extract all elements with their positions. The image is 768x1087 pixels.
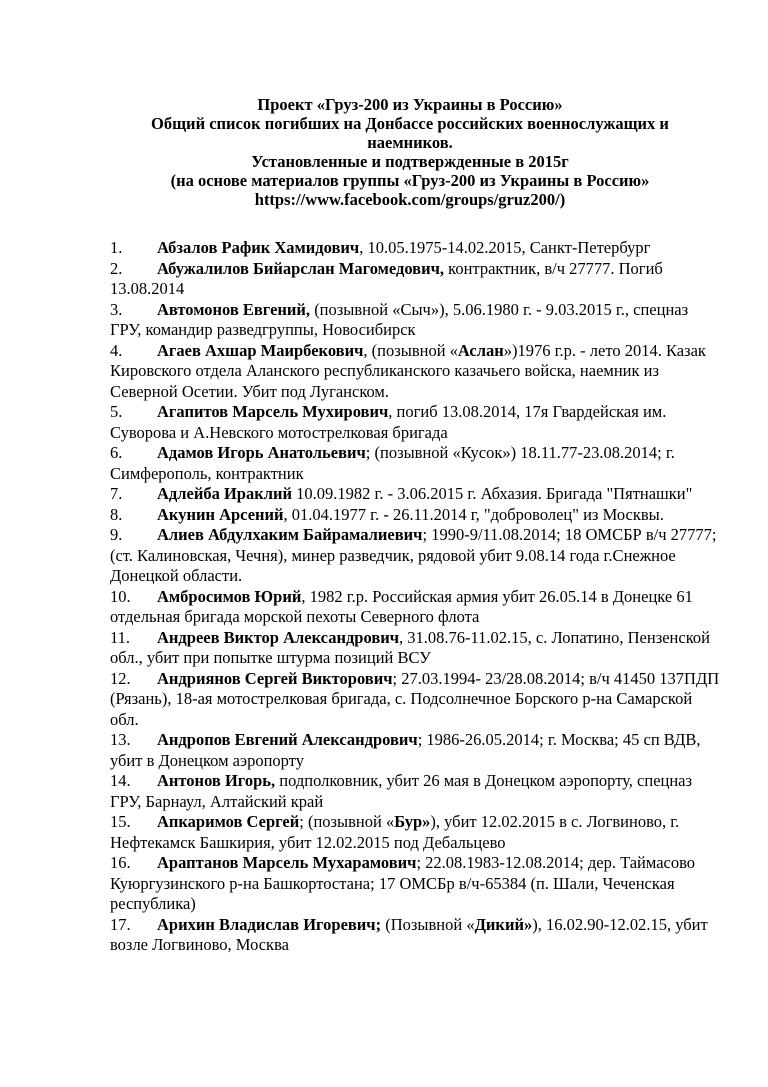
- list-item-details: 10.09.1982 г. - 3.06.2015 г. Абхазия. Бригада "Пятнашки": [292, 484, 693, 503]
- list-item-details: ; 22.08.1983-12.08.2014; дер. Таймасово Куюргузинского р-на Башкортостана; 17 ОМСБр в/ч-65384 (п. Шали, Чеченская республика): [110, 853, 696, 913]
- list-item-number: 6.: [110, 443, 123, 462]
- list-item: [110, 505, 720, 526]
- list-item-number: 7.: [110, 484, 123, 503]
- list-item-details: ), убит 12.02.2015 в с. Логвиново, г. Нефтекамск Башкирия, убит 12.02.2015 под Дебальцево: [110, 812, 680, 852]
- list-item-details: контрактник, в/ч 27777. Погиб 13.08.2014: [110, 258, 663, 298]
- list-item-name: Дикий»: [474, 914, 533, 934]
- list-item: [110, 525, 720, 587]
- list-item-details: подполковник, убит 26 мая в Донецком аэропорту, спецназ ГРУ, Барнаул, Алтайский край: [110, 771, 693, 811]
- list-item-name: Автомонов Евгений,: [157, 299, 311, 319]
- list-item: [110, 238, 720, 259]
- list-item-name: Амбросимов Юрий: [157, 586, 302, 606]
- list-item: [110, 812, 720, 853]
- list-item-name: Аслан: [457, 340, 504, 360]
- list-item-details: ; 27.03.1994- 23/28.08.2014; в/ч 41450 137ПДП (Рязань), 18-ая мотострелковая бригада, с. Подсолнечное Борского р-на Самарской обл.: [110, 668, 720, 729]
- list-item-name: Андриянов Сергей Викторович: [157, 668, 393, 688]
- list-item-number: 15.: [110, 812, 131, 831]
- list-item-details: (Позывной «: [381, 914, 475, 934]
- header-list-title-cont: наемников.: [367, 133, 453, 152]
- list-item-name: Андреев Виктор Александрович: [157, 627, 400, 647]
- list-item: [110, 730, 720, 771]
- header-source-line: (на основе материалов группы «Груз-200 из Украины в Россию»: [170, 171, 650, 190]
- list-item-details: , 01.04.1977 г. - 26.11.2014 г, "доброволец" из Москвы.: [283, 504, 664, 524]
- list-item-name: Араптанов Марсель Мухарамович: [157, 853, 417, 872]
- list-item-number: 1.: [110, 238, 123, 257]
- list-item: [110, 669, 720, 731]
- casualty-list: [110, 238, 720, 956]
- list-item: [110, 587, 720, 628]
- list-item: [110, 915, 720, 956]
- list-item-name: Адамов Игорь Анатольевич: [157, 443, 366, 462]
- list-item-number: 14.: [110, 771, 131, 790]
- list-item-name: Абужалилов Бийарслан Магомедович,: [157, 258, 445, 278]
- header-project-title: Проект «Груз-200 из Украины в Россию»: [257, 95, 563, 114]
- header-list-title: Общий список погибших на Донбассе российских военнослужащих и: [151, 114, 669, 133]
- list-item-number: 17.: [110, 914, 131, 934]
- list-item-number: 9.: [110, 525, 123, 544]
- list-item-details: ; 1986-26.05.2014; г. Москва; 45 сп ВДВ, убит в Донецком аэропорту: [110, 730, 701, 770]
- list-item: [110, 771, 720, 812]
- list-item-number: 2.: [110, 258, 123, 278]
- list-item-details: , 10.05.1975-14.02.2015, Санкт-Петербург: [359, 238, 651, 257]
- list-item-details: , 1982 г.р. Российская армия убит 26.05.14 в Донецке 61 отдельная бригада морской пехоты Северного флота: [110, 586, 693, 626]
- list-item-number: 13.: [110, 730, 131, 749]
- list-item: [110, 341, 720, 403]
- list-item-name: Абзалов Рафик Хамидович: [157, 238, 360, 257]
- list-item-number: 10.: [110, 586, 131, 606]
- list-item-name: Андропов Евгений Александрович: [157, 730, 418, 749]
- list-item: [110, 259, 720, 300]
- header-source-link[interactable]: https://www.facebook.com/groups/gruz200/): [254, 190, 566, 209]
- list-item-number: 5.: [110, 402, 123, 421]
- list-item-details: ; 1990-9/11.08.2014; 18 ОМСБР в/ч 27777; (ст. Калиновская, Чечня), минер разведчик, рядовой убит 9.08.14 года г.Снежное Донецкой области.: [110, 525, 717, 585]
- list-item-details: (позывной «Сыч»), 5.06.1980 г. - 9.03.2015 г., спецназ ГРУ, командир разведгруппы, Новосибирск: [110, 299, 689, 339]
- list-item-details: ; (позывной «: [299, 812, 395, 831]
- list-item-name: Агапитов Марсель Мухирович: [157, 402, 389, 421]
- list-item-number: 4.: [110, 340, 123, 360]
- list-item-name: Антонов Игорь,: [157, 771, 276, 790]
- list-item: [110, 628, 720, 669]
- list-item-name: Алиев Абдулхаким Байрамалиевич: [157, 525, 423, 544]
- document-header: [100, 95, 720, 209]
- list-item: [110, 402, 720, 443]
- list-item-number: 8.: [110, 504, 123, 524]
- list-item-number: 12.: [110, 668, 131, 688]
- header-year-line: Установленные и подтвержденные в 2015г: [251, 152, 569, 171]
- list-item: [110, 484, 720, 505]
- list-item-number: 11.: [110, 627, 131, 647]
- list-item: [110, 443, 720, 484]
- list-item-name: Акунин Арсений: [157, 504, 284, 524]
- list-item-number: 16.: [110, 853, 131, 872]
- list-item-name: Апкаримов Сергей: [157, 812, 300, 831]
- list-item-number: 3.: [110, 299, 123, 319]
- list-item-name: Адлейба Ираклий: [157, 484, 293, 503]
- list-item-details: ; (позывной «Кусок») 18.11.77-23.08.2014; г. Симферополь, контрактник: [110, 443, 675, 483]
- list-item: [110, 300, 720, 341]
- list-item-name: Агаев Ахшар Маирбекович: [157, 340, 364, 360]
- list-item-details: ), 16.02.90-12.02.15, убит возле Логвиново, Москва: [110, 914, 708, 954]
- list-item-name: Арихин Владислав Игоревич;: [157, 914, 382, 934]
- list-item-details: , (позывной «: [363, 340, 458, 360]
- list-item-details: »)1976 г.р. - лето 2014. Казак Кировского отдела Аланского республиканского казачьего войска, наемник из Северной Осетии. Убит под Луганском.: [110, 340, 706, 401]
- list-item-details: , 31.08.76-11.02.15, с. Лопатино, Пензенской обл., убит при попытке штурма позиций ВСУ: [110, 627, 710, 667]
- list-item-details: , погиб 13.08.2014, 17я Гвардейская им. Суворова и А.Невского мотострелковая бригада: [110, 402, 667, 442]
- list-item-name: Бур»: [394, 812, 431, 831]
- list-item: [110, 853, 720, 915]
